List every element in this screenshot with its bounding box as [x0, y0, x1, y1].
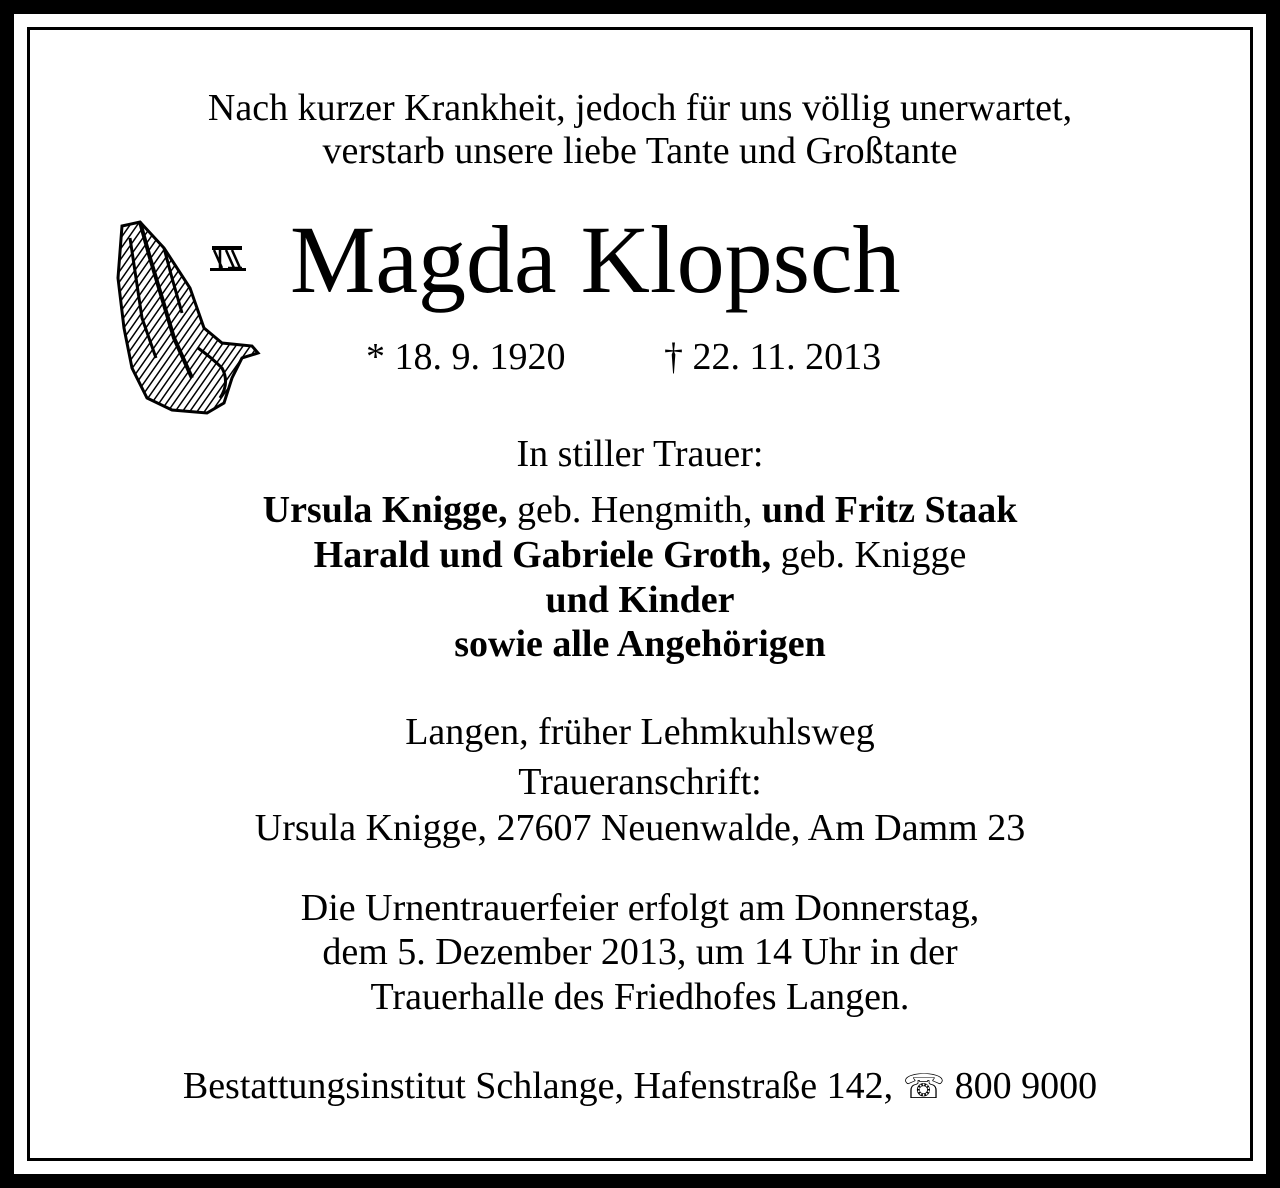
- undertaker-phone: 800 9000: [945, 1065, 1098, 1107]
- home-place: Langen, früher Lehmkuhlsweg: [405, 711, 875, 753]
- mourner-name: Ursula Knigge,: [262, 489, 508, 531]
- mourner-birthname: geb. Hengmith,: [507, 489, 762, 531]
- undertaker-text: Bestattungsinstitut Schlange, Hafenstraße 142,: [182, 1065, 903, 1107]
- ceremony-line-2: dem 5. Dezember 2013, um 14 Uhr in der: [322, 931, 958, 973]
- mourner-birthname: geb. Knigge: [771, 534, 967, 576]
- intro-line-2: verstarb unsere liebe Tante und Großtante: [322, 130, 958, 172]
- mourner-name: und Kinder: [545, 579, 735, 621]
- mourner-row-4: [0, 622, 1280, 666]
- undertaker-line: [0, 1064, 1280, 1109]
- birth-date: * 18. 9. 1920: [366, 336, 566, 378]
- mourner-row-2: [0, 533, 1280, 577]
- ceremony-line-1: Die Urnentrauerfeier erfolgt am Donnerstag,: [300, 887, 980, 929]
- mourner-row-3: [0, 578, 1280, 622]
- death-date: † 22. 11. 2013: [664, 336, 882, 378]
- mourner-name: sowie alle Angehörigen: [454, 623, 826, 665]
- monogram-icon: [208, 244, 248, 272]
- address-line: Ursula Knigge, 27607 Neuenwalde, Am Damm 23: [254, 807, 1026, 849]
- mourning-heading: In stiller Trauer:: [516, 433, 764, 475]
- mourner-row-1: [0, 488, 1280, 532]
- mourner-name: und Fritz Staak: [761, 489, 1018, 531]
- ceremony-line-3: Trauerhalle des Friedhofes Langen.: [370, 976, 910, 1018]
- address-label: Traueranschrift:: [518, 761, 762, 803]
- phone-icon: ☏: [902, 1067, 946, 1107]
- mourner-name: Harald und Gabriele Groth,: [313, 534, 772, 576]
- deceased-name: Magda Klopsch: [290, 206, 901, 313]
- intro-line-1: Nach kurzer Krankheit, jedoch für uns völlig unerwartet,: [207, 87, 1073, 129]
